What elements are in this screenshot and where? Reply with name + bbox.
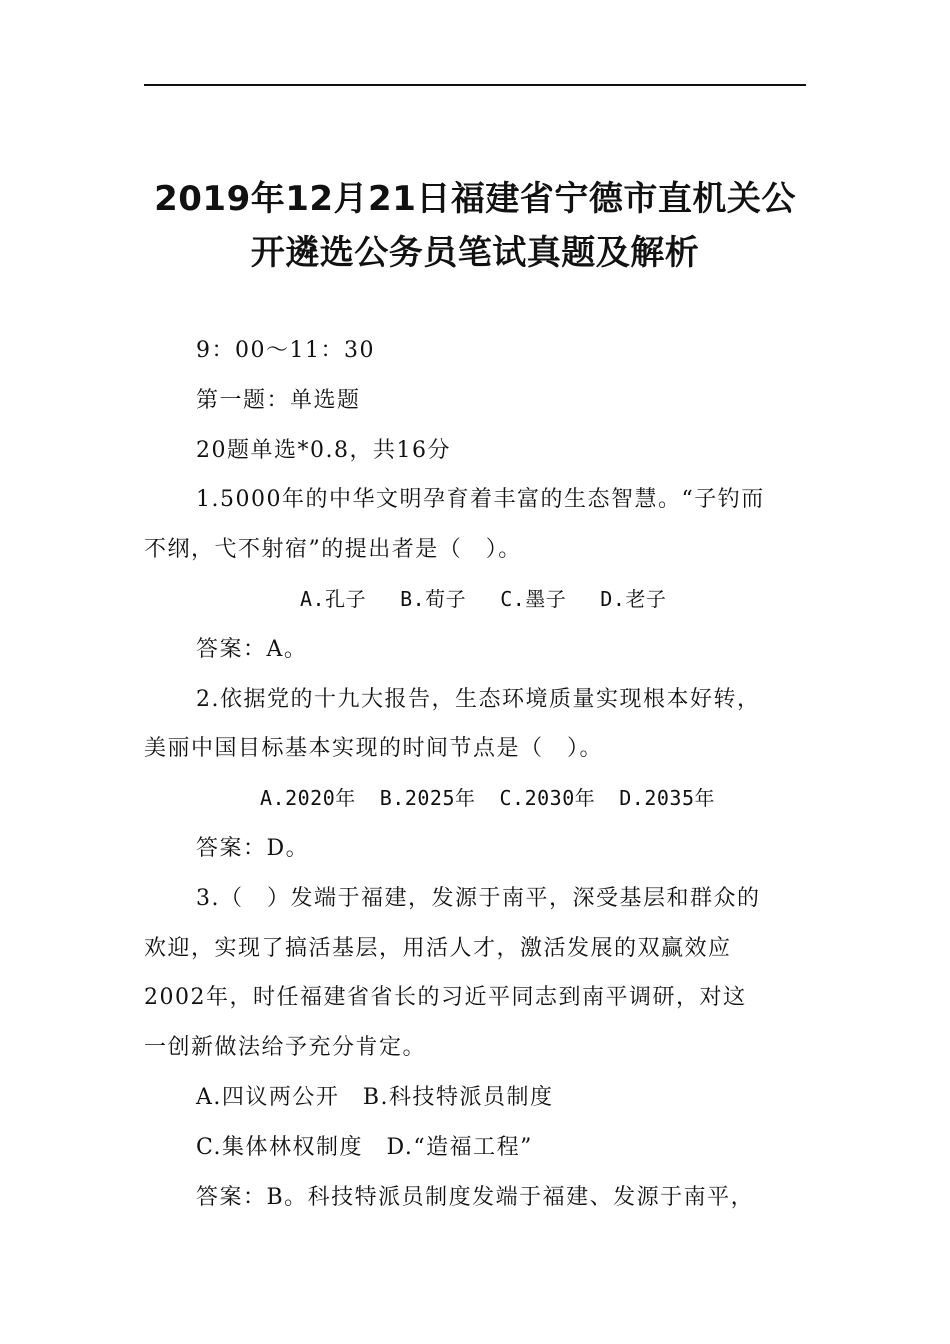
header-rule xyxy=(144,84,806,86)
section-scoring: 20题单选*0.8，共16分 xyxy=(196,437,451,463)
title-line-1: 2019年12月21日福建省宁德市直机关公 xyxy=(154,179,796,219)
question-2-option-d: D.2035年 xyxy=(619,786,715,811)
document-title xyxy=(120,172,830,280)
question-1-stem-line-1: 1.5000年的中华文明孕育着丰富的生态智慧。“子钓而 xyxy=(196,487,765,513)
question-1-option-a: A.孔子 xyxy=(300,586,367,611)
question-1-option-b: B.荀子 xyxy=(400,586,467,611)
question-3-options-row-2: C.集体林权制度 D.“造福工程” xyxy=(196,1134,533,1160)
question-3-answer: 答案：B。科技特派员制度发端于福建、发源于南平， xyxy=(196,1184,755,1210)
question-3-stem-line-1: 3.（ ）发端于福建，发源于南平，深受基层和群众的 xyxy=(196,885,761,911)
question-1-options xyxy=(144,575,806,625)
question-3-stem-line-3: 2002年，时任福建省省长的习近平同志到南平调研，对这 xyxy=(144,985,747,1011)
section-heading: 第一题：单选题 xyxy=(196,387,361,413)
question-1-stem-line-2: 不纲，弋不射宿”的提出者是（ ）。 xyxy=(144,537,522,563)
question-2-stem-line-2: 美丽中国目标基本实现的时间节点是（ ）。 xyxy=(144,736,604,762)
question-3-options-row-1: A.四议两公开 B.科技特派员制度 xyxy=(196,1084,554,1110)
question-2-option-a: A.2020年 xyxy=(260,786,356,811)
question-3-stem-line-4: 一创新做法给予充分肯定。 xyxy=(144,1035,427,1061)
exam-time: 9：00～11：30 xyxy=(196,338,375,363)
question-1-option-c: C.墨子 xyxy=(500,586,567,611)
document-body xyxy=(144,326,806,1222)
question-2-options xyxy=(144,774,806,824)
question-1-answer: 答案：A。 xyxy=(196,636,308,662)
question-2-option-c: C.2030年 xyxy=(499,786,596,811)
question-2-answer: 答案：D。 xyxy=(196,835,310,861)
question-2-option-b: B.2025年 xyxy=(379,786,476,811)
question-1-option-d: D.老子 xyxy=(600,586,667,611)
question-2-stem-line-1: 2.依据党的十九大报告，生态环境质量实现根本好转， xyxy=(196,686,761,712)
title-line-2: 开遴选公务员笔试真题及解析 xyxy=(250,233,700,273)
question-3-stem-line-2: 欢迎，实现了搞活基层，用活人才，激活发展的双赢效应 xyxy=(144,935,732,961)
